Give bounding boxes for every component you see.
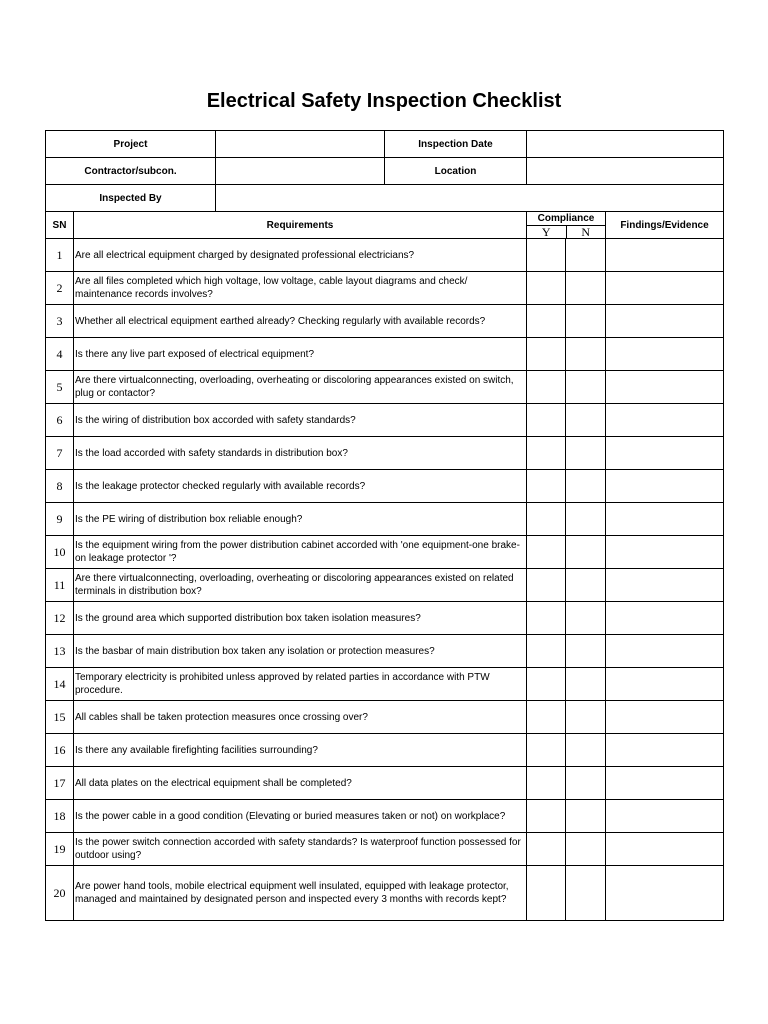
row-number: 4 <box>46 338 74 371</box>
compliance-yes-cell[interactable] <box>527 536 566 569</box>
compliance-yes-cell[interactable] <box>527 569 566 602</box>
compliance-no-cell[interactable] <box>566 305 606 338</box>
location-label: Location <box>385 158 527 185</box>
checklist-row <box>46 371 724 404</box>
checklist-table <box>45 130 724 921</box>
compliance-no-cell[interactable] <box>566 536 606 569</box>
compliance-no-cell[interactable] <box>566 338 606 371</box>
page-title: Electrical Safety Inspection Checklist <box>206 90 562 112</box>
contractor-field[interactable] <box>216 158 385 185</box>
checklist-row <box>46 800 724 833</box>
checklist-row <box>46 404 724 437</box>
requirement-text: Are there virtualconnecting, overloading, overheating or discoloring appearances existed on switch, plug or contactor? <box>74 371 527 404</box>
requirement-text: Temporary electricity is prohibited unless approved by related parties in accordance with PTW procedure. <box>74 668 527 701</box>
requirement-text: All data plates on the electrical equipment shall be completed? <box>74 767 527 800</box>
requirement-text: Is the wiring of distribution box accorded with safety standards? <box>74 404 527 437</box>
compliance-no-cell[interactable] <box>566 239 606 272</box>
project-label: Project <box>46 131 216 158</box>
row-number: 20 <box>46 866 74 921</box>
row-number: 17 <box>46 767 74 800</box>
findings-cell[interactable] <box>606 701 724 734</box>
row-number: 14 <box>46 668 74 701</box>
compliance-no-cell[interactable] <box>566 833 606 866</box>
compliance-no-cell[interactable] <box>566 734 606 767</box>
findings-cell[interactable] <box>606 404 724 437</box>
row-number: 19 <box>46 833 74 866</box>
compliance-no-cell[interactable] <box>566 635 606 668</box>
compliance-yes-cell[interactable] <box>527 635 566 668</box>
row-number: 12 <box>46 602 74 635</box>
compliance-yes-cell[interactable] <box>527 371 566 404</box>
checklist-row <box>46 767 724 800</box>
compliance-yes-cell[interactable] <box>527 338 566 371</box>
findings-cell[interactable] <box>606 833 724 866</box>
checklist-row <box>46 734 724 767</box>
findings-cell[interactable] <box>606 272 724 305</box>
checklist-row <box>46 437 724 470</box>
checklist-row <box>46 866 724 921</box>
row-number: 2 <box>46 272 74 305</box>
row-number: 8 <box>46 470 74 503</box>
row-number: 7 <box>46 437 74 470</box>
requirement-text: Is the equipment wiring from the power distribution cabinet accorded with 'one equipment-one brake-on leakage protector '? <box>74 536 527 569</box>
compliance-no-cell[interactable] <box>566 503 606 536</box>
findings-cell[interactable] <box>606 536 724 569</box>
compliance-yes-cell[interactable] <box>527 701 566 734</box>
checklist-row <box>46 602 724 635</box>
compliance-header <box>527 212 606 239</box>
findings-cell[interactable] <box>606 338 724 371</box>
findings-cell[interactable] <box>606 371 724 404</box>
row-number: 5 <box>46 371 74 404</box>
inspected-by-label: Inspected By <box>46 185 216 212</box>
compliance-no-cell[interactable] <box>566 371 606 404</box>
row-number: 18 <box>46 800 74 833</box>
requirement-text: Is there any available firefighting facilities surrounding? <box>74 734 527 767</box>
checklist-row <box>46 272 724 305</box>
compliance-yes-cell[interactable] <box>527 239 566 272</box>
compliance-yes-cell[interactable] <box>527 767 566 800</box>
compliance-yes-cell[interactable] <box>527 470 566 503</box>
compliance-no-cell[interactable] <box>566 668 606 701</box>
findings-cell[interactable] <box>606 800 724 833</box>
sn-header: SN <box>46 212 74 239</box>
findings-cell[interactable] <box>606 239 724 272</box>
row-number: 10 <box>46 536 74 569</box>
row-number: 13 <box>46 635 74 668</box>
requirement-text: Are all files completed which high voltage, low voltage, cable layout diagrams and check/ maintenance records involves? <box>74 272 527 305</box>
row-number: 15 <box>46 701 74 734</box>
findings-cell[interactable] <box>606 668 724 701</box>
requirements-header: Requirements <box>74 212 527 239</box>
compliance-yes-cell[interactable] <box>527 668 566 701</box>
row-number: 16 <box>46 734 74 767</box>
compliance-no-cell[interactable] <box>566 437 606 470</box>
findings-cell[interactable] <box>606 470 724 503</box>
yes-column-label: Y <box>527 226 567 238</box>
requirement-text: Whether all electrical equipment earthed already? Checking regularly with available records? <box>74 305 527 338</box>
inspection-date-label: Inspection Date <box>385 131 527 158</box>
compliance-no-cell[interactable] <box>566 569 606 602</box>
row-number: 3 <box>46 305 74 338</box>
compliance-yes-cell[interactable] <box>527 866 566 921</box>
checklist-row <box>46 833 724 866</box>
compliance-yes-cell[interactable] <box>527 437 566 470</box>
row-number: 9 <box>46 503 74 536</box>
findings-cell[interactable] <box>606 503 724 536</box>
compliance-no-cell[interactable] <box>566 701 606 734</box>
row-number: 1 <box>46 239 74 272</box>
requirement-text: Is the power cable in a good condition (Elevating or buried measures taken or not) on workplace? <box>74 800 527 833</box>
requirement-text: Are all electrical equipment charged by designated professional electricians? <box>74 239 527 272</box>
findings-cell[interactable] <box>606 602 724 635</box>
checklist-row <box>46 239 724 272</box>
findings-cell[interactable] <box>606 569 724 602</box>
inspection-date-field[interactable] <box>527 131 724 158</box>
row-number: 6 <box>46 404 74 437</box>
findings-cell[interactable] <box>606 437 724 470</box>
requirement-text: Is the basbar of main distribution box taken any isolation or protection measures? <box>74 635 527 668</box>
compliance-yes-cell[interactable] <box>527 305 566 338</box>
checklist-row <box>46 635 724 668</box>
row-number: 11 <box>46 569 74 602</box>
requirement-text: Is the leakage protector checked regularly with available records? <box>74 470 527 503</box>
findings-cell[interactable] <box>606 305 724 338</box>
compliance-no-cell[interactable] <box>566 470 606 503</box>
checklist-row <box>46 569 724 602</box>
checklist-row <box>46 338 724 371</box>
checklist-row <box>46 668 724 701</box>
compliance-no-cell[interactable] <box>566 800 606 833</box>
compliance-yes-cell[interactable] <box>527 800 566 833</box>
checklist-row <box>46 305 724 338</box>
compliance-label: Compliance <box>527 212 605 226</box>
inspected-by-field[interactable] <box>216 185 724 212</box>
checklist-row <box>46 536 724 569</box>
compliance-no-cell[interactable] <box>566 272 606 305</box>
project-field[interactable] <box>216 131 385 158</box>
requirement-text: All cables shall be taken protection measures once crossing over? <box>74 701 527 734</box>
contractor-label: Contractor/subcon. <box>46 158 216 185</box>
compliance-yes-cell[interactable] <box>527 734 566 767</box>
compliance-yes-cell[interactable] <box>527 503 566 536</box>
requirement-text: Is there any live part exposed of electrical equipment? <box>74 338 527 371</box>
compliance-no-cell[interactable] <box>566 767 606 800</box>
findings-cell[interactable] <box>606 866 724 921</box>
findings-header: Findings/Evidence <box>606 212 724 239</box>
requirement-text: Is the PE wiring of distribution box reliable enough? <box>74 503 527 536</box>
checklist-row <box>46 701 724 734</box>
compliance-no-cell[interactable] <box>566 602 606 635</box>
compliance-yes-cell[interactable] <box>527 272 566 305</box>
compliance-no-cell[interactable] <box>566 404 606 437</box>
requirement-text: Is the power switch connection accorded with safety standards? Is waterproof function possessed for outdoor using? <box>74 833 527 866</box>
findings-cell[interactable] <box>606 635 724 668</box>
compliance-yes-cell[interactable] <box>527 833 566 866</box>
no-column-label: N <box>581 225 591 239</box>
location-field[interactable] <box>527 158 724 185</box>
requirement-text: Are power hand tools, mobile electrical equipment well insulated, equipped with leakage protector, managed and maintained by designated person and inspected every 3 months with records kept? <box>74 866 527 921</box>
findings-cell[interactable] <box>606 734 724 767</box>
compliance-yes-cell[interactable] <box>527 602 566 635</box>
compliance-no-cell[interactable] <box>566 866 606 921</box>
requirement-text: Is the load accorded with safety standards in distribution box? <box>74 437 527 470</box>
requirement-text: Is the ground area which supported distribution box taken isolation measures? <box>74 602 527 635</box>
checklist-row <box>46 503 724 536</box>
findings-cell[interactable] <box>606 767 724 800</box>
checklist-row <box>46 470 724 503</box>
requirement-text: Are there virtualconnecting, overloading, overheating or discoloring appearances existed on related terminals in distribution box? <box>74 569 527 602</box>
compliance-yes-cell[interactable] <box>527 404 566 437</box>
